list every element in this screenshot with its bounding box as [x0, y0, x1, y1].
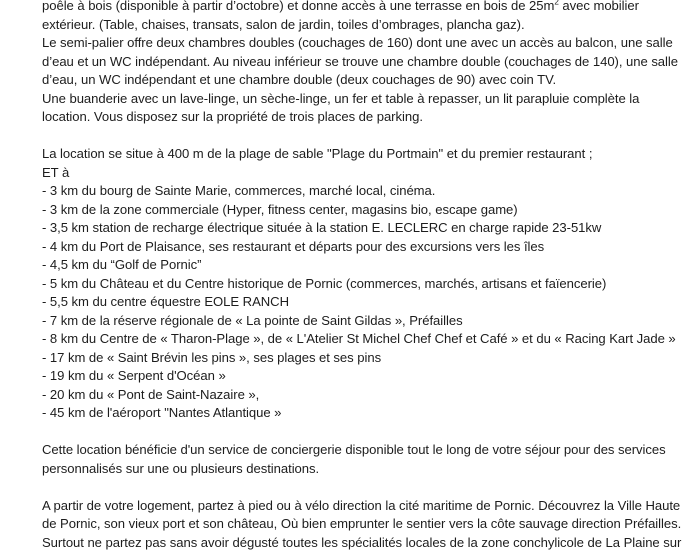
text-line: ET à — [42, 164, 686, 183]
blank-spacer-3 — [42, 478, 686, 497]
text-line: - 4 km du Port de Plaisance, ses restaurant et départs pour des excursions vers les îles — [42, 238, 686, 257]
text-line: Surtout ne partez pas sans avoir dégusté toutes les spécialités locales de la zone conchylicole de La Plaine sur — [42, 534, 686, 552]
text-line: - 3 km du bourg de Sainte Marie, commerces, marché local, cinéma. — [42, 182, 686, 201]
paragraph-description-interieur — [42, 0, 686, 127]
text-line: La location se situe à 400 m de la plage de sable "Plage du Portmain" et du premier restaurant ; — [42, 145, 686, 164]
blank-line — [42, 478, 686, 497]
text-line: d’eau et un WC indépendant. Au niveau inférieur se trouve une chambre double (couchages de 140), une salle — [42, 53, 686, 72]
text-line: Cette location bénéficie d'un service de conciergerie disponible tout le long de votre séjour pour des services — [42, 441, 686, 460]
text-line: Le semi-palier offre deux chambres doubles (couchages de 160) dont une avec un accès au balcon, une salle — [42, 34, 686, 53]
text-line: - 5 km du Château et du Centre historique de Pornic (commerces, marchés, artisans et faïencerie) — [42, 275, 686, 294]
text-line: extérieur. (Table, chaises, transats, salon de jardin, toiles d’ombrages, plancha gaz). — [42, 16, 686, 35]
paragraph-excursions — [42, 497, 686, 552]
text-line: Une buanderie avec un lave-linge, un sèche-linge, un fer et table à repasser, un lit parapluie complète la — [42, 90, 686, 109]
text-line: poêle à bois (disponible à partir d’octobre) et donne accès à une terrasse en bois de $25m^2$ avec mobilier — [42, 0, 686, 16]
blank-spacer-2 — [42, 423, 686, 442]
text-line: - 8 km du Centre de « Tharon-Plage », de « L'Atelier St Michel Chef Chef et Café » et du « Racing Kart Jade » — [42, 330, 686, 349]
text-line: - 17 km de « Saint Brévin les pins », ses plages et ses pins — [42, 349, 686, 368]
text-line: location. Vous disposez sur la propriété de trois places de parking. — [42, 108, 686, 127]
text-line: de Pornic, son vieux port et son château, Où bien emprunter le sentier vers la côte sauvage direction Préfailles. — [42, 515, 686, 534]
text-line: A partir de votre logement, partez à pied ou à vélo direction la cité maritime de Pornic. Découvrez la Ville Haute — [42, 497, 686, 516]
text-line: - 4,5 km du “Golf de Pornic” — [42, 256, 686, 275]
superscript-two: 2 — [554, 0, 558, 7]
paragraph-situation — [42, 145, 686, 182]
text-line: personnalisés sur une ou plusieurs destinations. — [42, 460, 686, 479]
text-line: - 20 km du « Pont de Saint-Nazaire », — [42, 386, 686, 405]
text-line: - 45 km de l'aéroport "Nantes Atlantique » — [42, 404, 686, 423]
text-line: - 7 km de la réserve régionale de « La pointe de Saint Gildas », Préfailles — [42, 312, 686, 331]
blank-spacer-1 — [42, 127, 686, 146]
blank-line — [42, 127, 686, 146]
text-line: - 3 km de la zone commerciale (Hyper, fitness center, magasins bio, escape game) — [42, 201, 686, 220]
list-distances — [42, 182, 686, 423]
text-line: - 5,5 km du centre équestre EOLE RANCH — [42, 293, 686, 312]
text-line: - 19 km du « Serpent d'Océan » — [42, 367, 686, 386]
text-line: d’eau, un WC indépendant et une chambre double (deux couchages de 90) avec coin TV. — [42, 71, 686, 90]
paragraph-conciergerie — [42, 441, 686, 478]
text-line: - 3,5 km station de recharge électrique située à la station E. LECLERC en charge rapide 23-51kw — [42, 219, 686, 238]
blank-line — [42, 423, 686, 442]
